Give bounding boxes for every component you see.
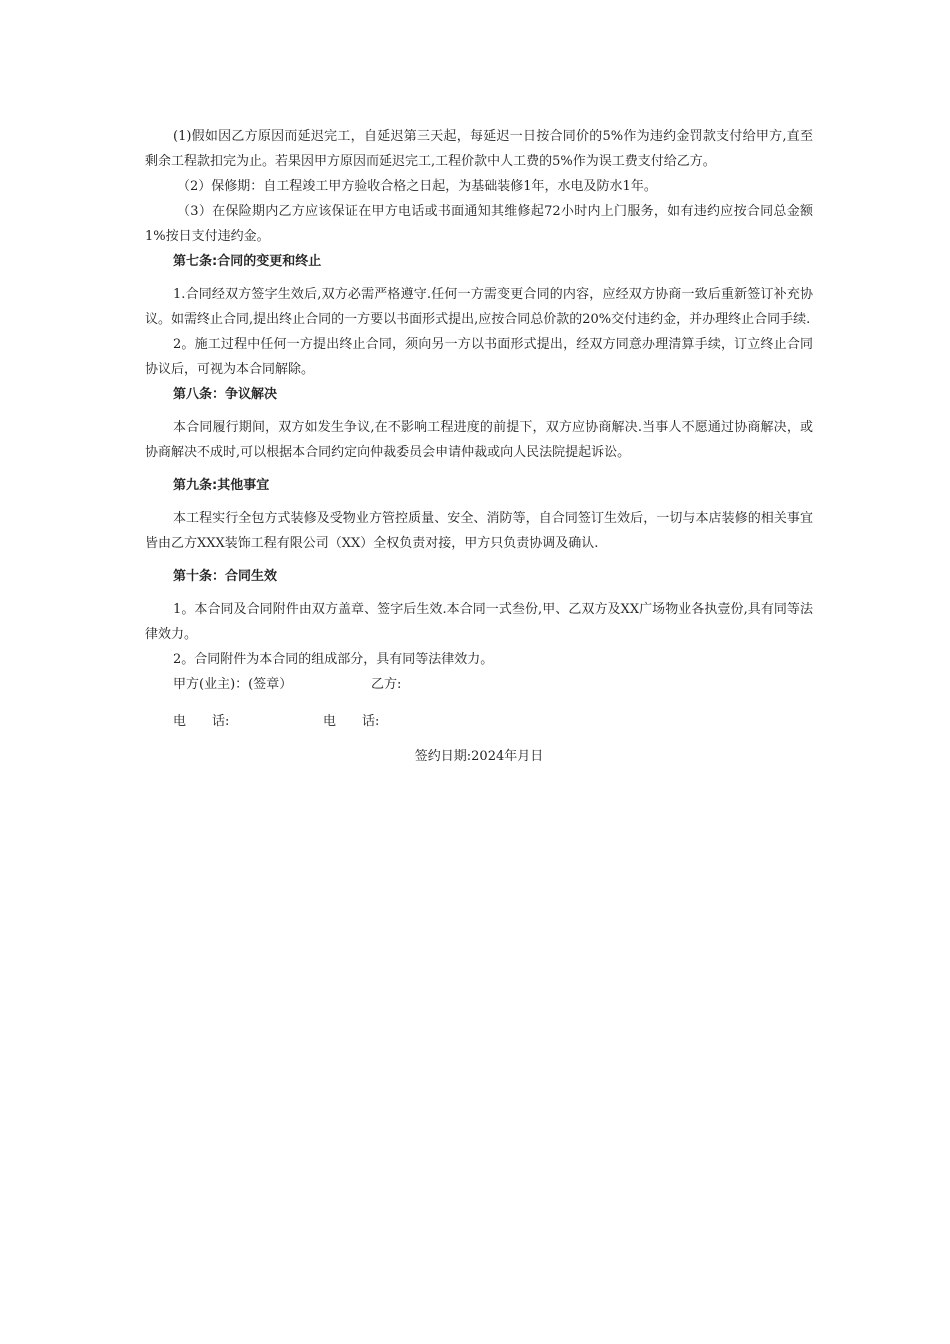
clause9-text: 本工程实行全包方式装修及受物业方管控质量、安全、消防等，自合同签订生效后，一切与本店装修的相关事宜皆由乙方XXX装饰工程有限公司（XX）全权负责对接，甲方只负责协调及确认. <box>145 511 813 551</box>
clause7-item-1: 1.合同经双方签字生效后,双方必需严格遵守.任何一方需变更合同的内容，应经双方协商一致后重新签订补充协议。如需终止合同,提出终止合同的一方要以书面形式提出,应按合同总价款的20%交付违约金，并办理终止合同手续. <box>145 287 813 327</box>
clause10-title: 第十条：合同生效 <box>173 569 278 584</box>
clause7-item-2: 2。施工过程中任何一方提出终止合同，须向另一方以书面形式提出，经双方同意办理清算手续，订立终止合同协议后，可视为本合同解除。 <box>145 337 813 377</box>
clause6-item-1: (1)假如因乙方原因而延迟完工，自延迟第三天起，每延迟一日按合同价的5%作为违约金罚款支付给甲方,直至剩余工程款扣完为止。若果因甲方原因而延迟完工,工程价款中人工费的5%作为误工费支付给乙方。 <box>145 129 813 169</box>
party-a-phone: 电 话: <box>173 714 230 729</box>
clause8-text: 本合同履行期间，双方如发生争议,在不影响工程进度的前提下，双方应协商解决.当事人不愿通过协商解决，或协商解决不成时,可以根据本合同约定向仲裁委员会申请仲裁或向人民法院提起诉讼。 <box>145 420 813 460</box>
clause8-title: 第八条：争议解决 <box>173 387 278 402</box>
contract-page <box>145 124 813 769</box>
party-b-phone: 电 话: <box>323 714 380 729</box>
clause6-item-2: （2）保修期：自工程竣工甲方验收合格之日起，为基础装修1年，水电及防水1年。 <box>177 179 657 194</box>
phone-row <box>145 709 813 734</box>
party-b-signature: 乙方: <box>371 677 402 692</box>
signing-date: 签约日期:2024年月日 <box>414 749 544 764</box>
clause10-item-1: 1。本合同及合同附件由双方盖章、签字后生效.本合同一式叁份,甲、乙双方及XX广场物业各执壹份,具有同等法律效力。 <box>145 602 813 642</box>
clause9-title: 第九条:其他事宜 <box>173 478 270 493</box>
party-a-signature: 甲方(业主)：(签章） <box>173 677 293 692</box>
signature-row <box>145 672 813 697</box>
clause10-item-2: 2。合同附件为本合同的组成部分，具有同等法律效力。 <box>173 652 494 667</box>
clause6-item-3: （3）在保险期内乙方应该保证在甲方电话或书面通知其维修起72小时内上门服务，如有违约应按合同总金额1%按日支付违约金。 <box>145 204 813 244</box>
clause7-title: 第七条:合同的变更和终止 <box>173 254 322 269</box>
